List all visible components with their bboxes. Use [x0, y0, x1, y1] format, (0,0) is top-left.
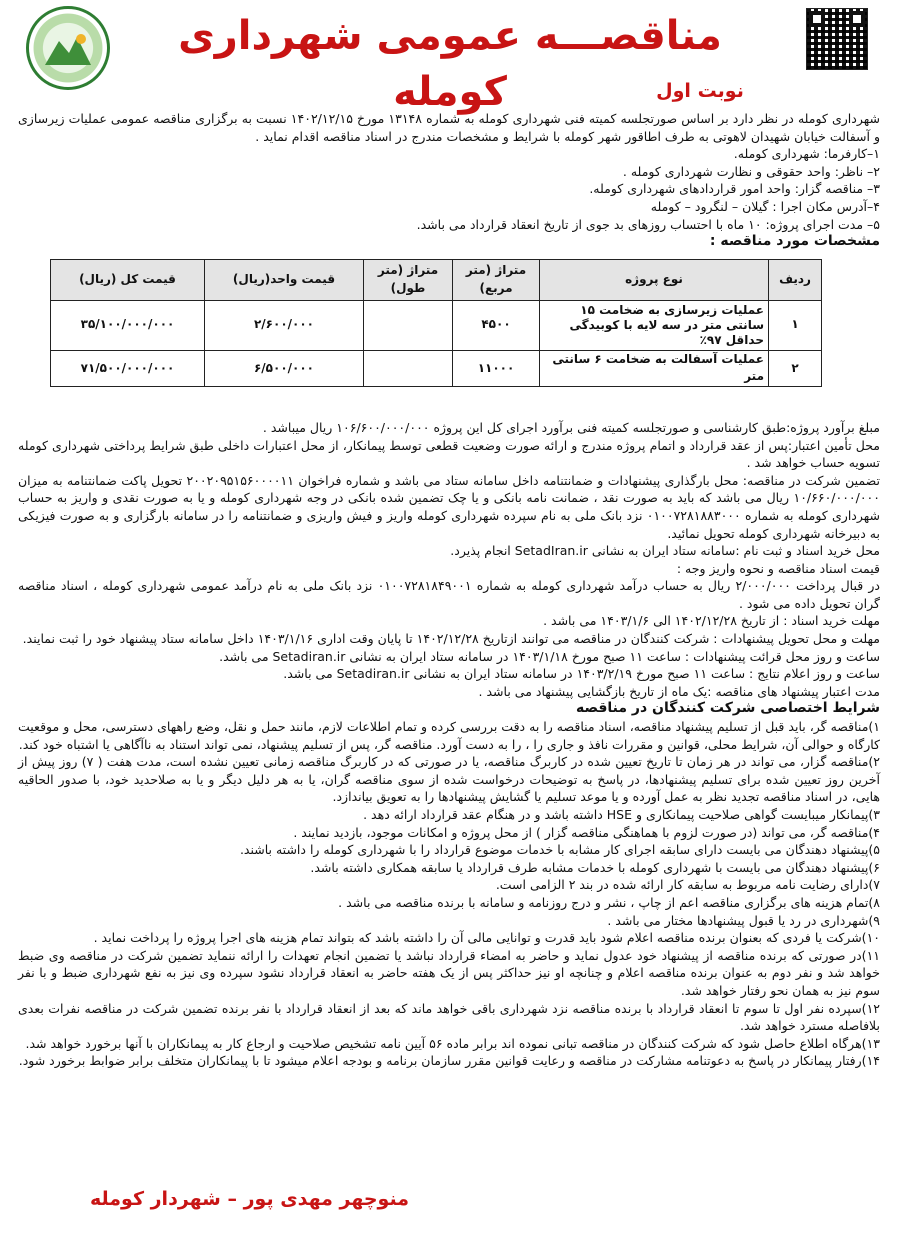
table-cell: ۲	[769, 350, 822, 386]
list-item: ۱–کارفرما: شهرداری کومله.	[733, 146, 880, 162]
condition-item: ۲)مناقصه گزار، می تواند در هر زمان تا تاریخ تعیین شده در کاربرگ مناقصه، یا در صورتی که در کاربرگ مناقصه زمانی تعیین نشده است، مدت هفت ( ۷) روز پیش از آخرین روز تعیین شده برای تسلیم پیشنهادها، در پاسخ به توضیحات درخواست شده از سوی مناقصه گران، یا به هر دلیل دیگر و یا به صلاحدید خود، با صدور الحاقیه هایی، در اسناد مناقصه تجدید نظر به عمل آورده و یا موعد تسلیم یا گشایش پیشنهادها را به تعویق بیاندازد.	[18, 754, 880, 805]
table-cell: ۲/۶۰۰/۰۰۰	[205, 300, 364, 350]
table-header: متراژ (متر مربع)	[453, 259, 540, 300]
table-cell: ۷۱/۵۰۰/۰۰۰/۰۰۰	[51, 350, 205, 386]
condition-item: ۷)دارای رضایت نامه مربوط به سابقه کار ارائه شده در بند ۲ الزامی است.	[495, 877, 880, 893]
purchase-deadline-text: مهلت خرید اسناد : از تاریخ ۱۴۰۲/۱۲/۲۸ الی ۱۴۰۳/۱/۶ می باشد .	[543, 613, 880, 629]
condition-item: ۵)پیشنهاد دهندگان می بایست دارای سابقه اجرای کار مشابه با خدمات موضوع قرارداد را با شهرداری کومله را داشته باشند.	[239, 842, 880, 858]
purchase-place-text: محل خرید اسناد و ثبت نام :سامانه ستاد ایران به نشانی SetadIran.ir انجام پذیرد.	[450, 543, 880, 559]
table-header: قیمت کل (ریال)	[51, 259, 205, 300]
price-heading: قیمت اسناد مناقصه و نحوه واریز وجه :	[676, 560, 880, 576]
results-time-text: ساعت و روز اعلام نتایج : ساعت ۱۱ صبح مورخ ۱۴۰۳/۲/۱۹ در سامانه ستاد ایران به نشانی Setadiran.ir می باشد.	[283, 666, 880, 682]
condition-item: ۹)شهرداری در رد یا قبول پیشنهادها مختار می باشد .	[607, 912, 880, 928]
table-cell: ۳۵/۱۰۰/۰۰۰/۰۰۰	[51, 300, 205, 350]
table-cell: ۶/۵۰۰/۰۰۰	[205, 350, 364, 386]
table-header: ردیف	[769, 259, 822, 300]
notice-round: نوبت اول	[656, 80, 744, 102]
table-cell: ۱۱۰۰۰	[453, 350, 540, 386]
table-row	[51, 350, 822, 386]
validity-text: مدت اعتبار پیشنهاد های مناقصه :یک ماه از تاریخ بازگشایی پیشنهاد می باشد .	[478, 683, 880, 699]
condition-item: ۱)مناقصه گر، باید قبل از تسلیم پیشنهاد مناقصه، اسناد مناقصه را به دقت بررسی کرده و تمام اطلاعات لازم، مانند حمل و نقل، وضع راههای دسترسی، محل و موقعیت کارگاه و حوالی آن، شرایط محلی، قوانین و مقررات نافذ و جاری را ، را به دست آورد. مناقصه گر، پس از تسلیم پیشنهاد، نمی تواند استناد به ناآگاهی یا اشتباه خود کند.	[18, 719, 880, 752]
condition-item: ۱۳)هرگاه اطلاع حاصل شود که شرکت کنندگان در مناقصه تبانی نموده اند برابر ماده ۵۶ آیین نامه تشخیص صلاحیت و ارجاع کار به پیمانکاران با آنها برخورد خواهد شد.	[25, 1035, 880, 1051]
notice-body	[18, 110, 880, 1070]
condition-item: ۴)مناقصه گر، می تواند (در صورت لزوم با هماهنگی مناقصه گزار ) از محل پروژه و امکانات موجود، بازدید نمایند .	[293, 824, 880, 840]
conditions-heading: شرایط اختصاصی شرکت کنندگان در مناقصه	[575, 700, 880, 717]
condition-item: ۶)پیشنهاد دهندگان می بایست با شهرداری کومله با خدمات مشابه طرف قرارداد یا سابقه همکاری داشته باشد.	[310, 859, 880, 875]
table-header: قیمت واحد(ریال)	[205, 259, 364, 300]
list-item: ۳– مناقصه گزار: واحد امور قراردادهای شهرداری کومله.	[589, 181, 880, 197]
table-cell: عملیات زیرسازی به ضخامت ۱۵ سانتی متر در سه لایه با کوبیدگی حداقل ۹۷٪	[540, 300, 769, 350]
condition-item: ۱۰)شرکت یا فردی که بعنوان برنده مناقصه اعلام شود باید قدرت و توانایی مالی آن را داشته باشد که بتواند تمام هزینه های اجرا پروژه را پرداخت نماید .	[93, 930, 880, 946]
list-item: ۵– مدت اجرای پروژه: ۱۰ ماه با احتساب روزهای بد جوی از تاریخ انعقاد قرارداد می باشد.	[416, 216, 880, 232]
project-table	[50, 259, 822, 387]
municipality-logo-icon	[26, 6, 110, 90]
signature: منوچهر مهدی پور – شهردار کومله	[90, 1188, 409, 1210]
price-text: در قبال پرداخت ۲/۰۰۰/۰۰۰ ریال به حساب درآمد شهرداری کومله به شماره ۰۱۰۰۷۲۸۱۸۴۹۰۰۱ نزد بانک ملی به نام درآمد عمومی شهرداری کومله ، اسناد مناقصه گران تحویل داده می شود .	[18, 578, 880, 611]
condition-item: ۱۴)رفتار پیمانکار در پاسخ به دعوتنامه مشارکت در مناقصه و رعایت قوانین مقرر سازمان برنامه و بودجه اعلام میشود تا با پیمانکاران متخلف برابر ضوابط برخورد شود.	[18, 1053, 880, 1069]
mountain-emblem-icon	[45, 31, 91, 65]
table-header: نوع پروژه	[540, 259, 769, 300]
list-item: ۴–آدرس مکان اجرا : گیلان – لنگرود – کومله	[650, 198, 880, 214]
qr-code-icon	[806, 8, 868, 70]
condition-item: ۱۱)در صورتی که برنده مناقصه از پیشنهاد خود عدول نماید و حاضر به امضاء قرارداد نباشد یا تضمین انجام تعهدات را ارائه ننماید تضمین شرکت در مناقصه وی ضبط خواهد شد و نفر دوم به عنوان برنده مناقصه اعلام و چنانچه او نیز حداکثر پس از یک هفته حاضر به انعقاد قرارداد نشود سپرده وی نیز به نفع شهرداری ضبط و با نفر سوم نیز به همان نحو رفتار خواهد شد.	[18, 947, 880, 998]
page-title: مناقصـــه عمومی شهرداری کومله	[178, 13, 722, 115]
condition-item: ۳)پیمانکار میبایست گواهی صلاحیت پیمانکاری و HSE داشته باشد و در هنگام عقد قرارداد ارائه دهد .	[363, 807, 880, 822]
table-cell: عملیات آسفالت به ضخامت ۶ سانتی متر	[540, 350, 769, 386]
opening-time-text: ساعت و روز محل قرائت پیشنهادات : ساعت ۱۱ صبح مورخ ۱۴۰۳/۱/۱۸ در سامانه ستاد ایران به نشانی Setadiran.ir می باشد.	[219, 648, 880, 664]
condition-item: ۸)تمام هزینه های برگزاری مناقصه اعم از چاپ ، نشر و درج روزنامه و سامانه با برنده مناقصه می باشد .	[338, 894, 880, 910]
table-cell	[364, 300, 453, 350]
table-cell: ۴۵۰۰	[453, 300, 540, 350]
spec-heading: مشخصات مورد مناقصه :	[709, 233, 880, 250]
submission-deadline-text: مهلت و محل تحویل پیشنهادات : شرکت کنندگان در مناقصه می توانند ازتاریخ ۱۴۰۲/۱۲/۲۸ تا پایان وقت اداری ۱۴۰۳/۱/۱۶ داخل سامانه ستاد پیشنهاد خود را ثبت نمایند.	[22, 631, 880, 647]
list-item: ۲– ناظر: واحد حقوقی و نظارت شهرداری کومله .	[622, 163, 880, 179]
table-cell: ۱	[769, 300, 822, 350]
table-row	[51, 300, 822, 350]
condition-item: ۱۲)سپرده نفر اول تا سوم تا انعقاد قرارداد با برنده مناقصه نزد شهرداری باقی خواهد ماند که بعد از انعقاد قرارداد با نفر برنده تضمین شرکت در مناقصه نفرات بعدی بلافاصله مسترد خواهد شد.	[18, 1000, 880, 1034]
intro-text: شهرداری کومله در نظر دارد بر اساس صورتجلسه کمیته فنی شهرداری کومله به شماره ۱۳۱۴۸ مورخ ۱۴۰۲/۱۲/۱۵ نسبت به برگزاری مناقصه عمومی عملیات زیرسازی و آسفالت خیابان شهیدان لاهوتی به طرف اطاقور شهر کومله با شرایط و مشخصات مندرج در اسناد مناقصه اقدام نماید .	[18, 111, 880, 144]
estimate-text: مبلغ برآورد پروژه:طبق کارشناسی و صورتجلسه کمیته فنی برآورد اجرای کل این پروژه ۱۰۶/۶۰۰/۰۰۰/۰۰۰ ریال میباشد .	[262, 419, 880, 435]
funding-text: محل تأمین اعتبار:پس از عقد قرارداد و اتمام پروژه مندرج و ارائه صورت وضعیت قطعی توسط پیمانکار، از محل اعتبارات داخلی طبق شرایط پرداختی شهرداری کومله تسویه حساب خواهد شد .	[18, 437, 880, 471]
table-header: متراژ (متر طول)	[364, 259, 453, 300]
table-cell	[364, 350, 453, 386]
guarantee-text: تضمین شرکت در مناقصه: محل بارگذاری پیشنهادات و ضمانتنامه داخل سامانه ستاد می باشد و شماره فراخوان ۲۰۰۲۰۹۵۱۵۶۰۰۰۰۱۱ تحویل پاکت ضمانتنامه به میزان ۱۰/۶۶۰/۰۰۰/۰۰۰ ریال می باشد که باید به صورت نقد ، ضمانت نامه بانکی و یا چک تضمین شده بانکی در وجه شهرداری کومله و یا به صورت نقدی و واریز به حساب شهرداری کومله به شماره ۰۱۰۰۷۲۸۱۸۸۳۰۰۰ نزد بانک ملی به نام سپرده شهرداری کومله واریز و فیش واریزی و ضمانتنامه را در سامانه بارگزاری و به صورت فیزیکی به دبیرخانه شهرداری کومله تحویل نمائید.	[18, 472, 881, 541]
